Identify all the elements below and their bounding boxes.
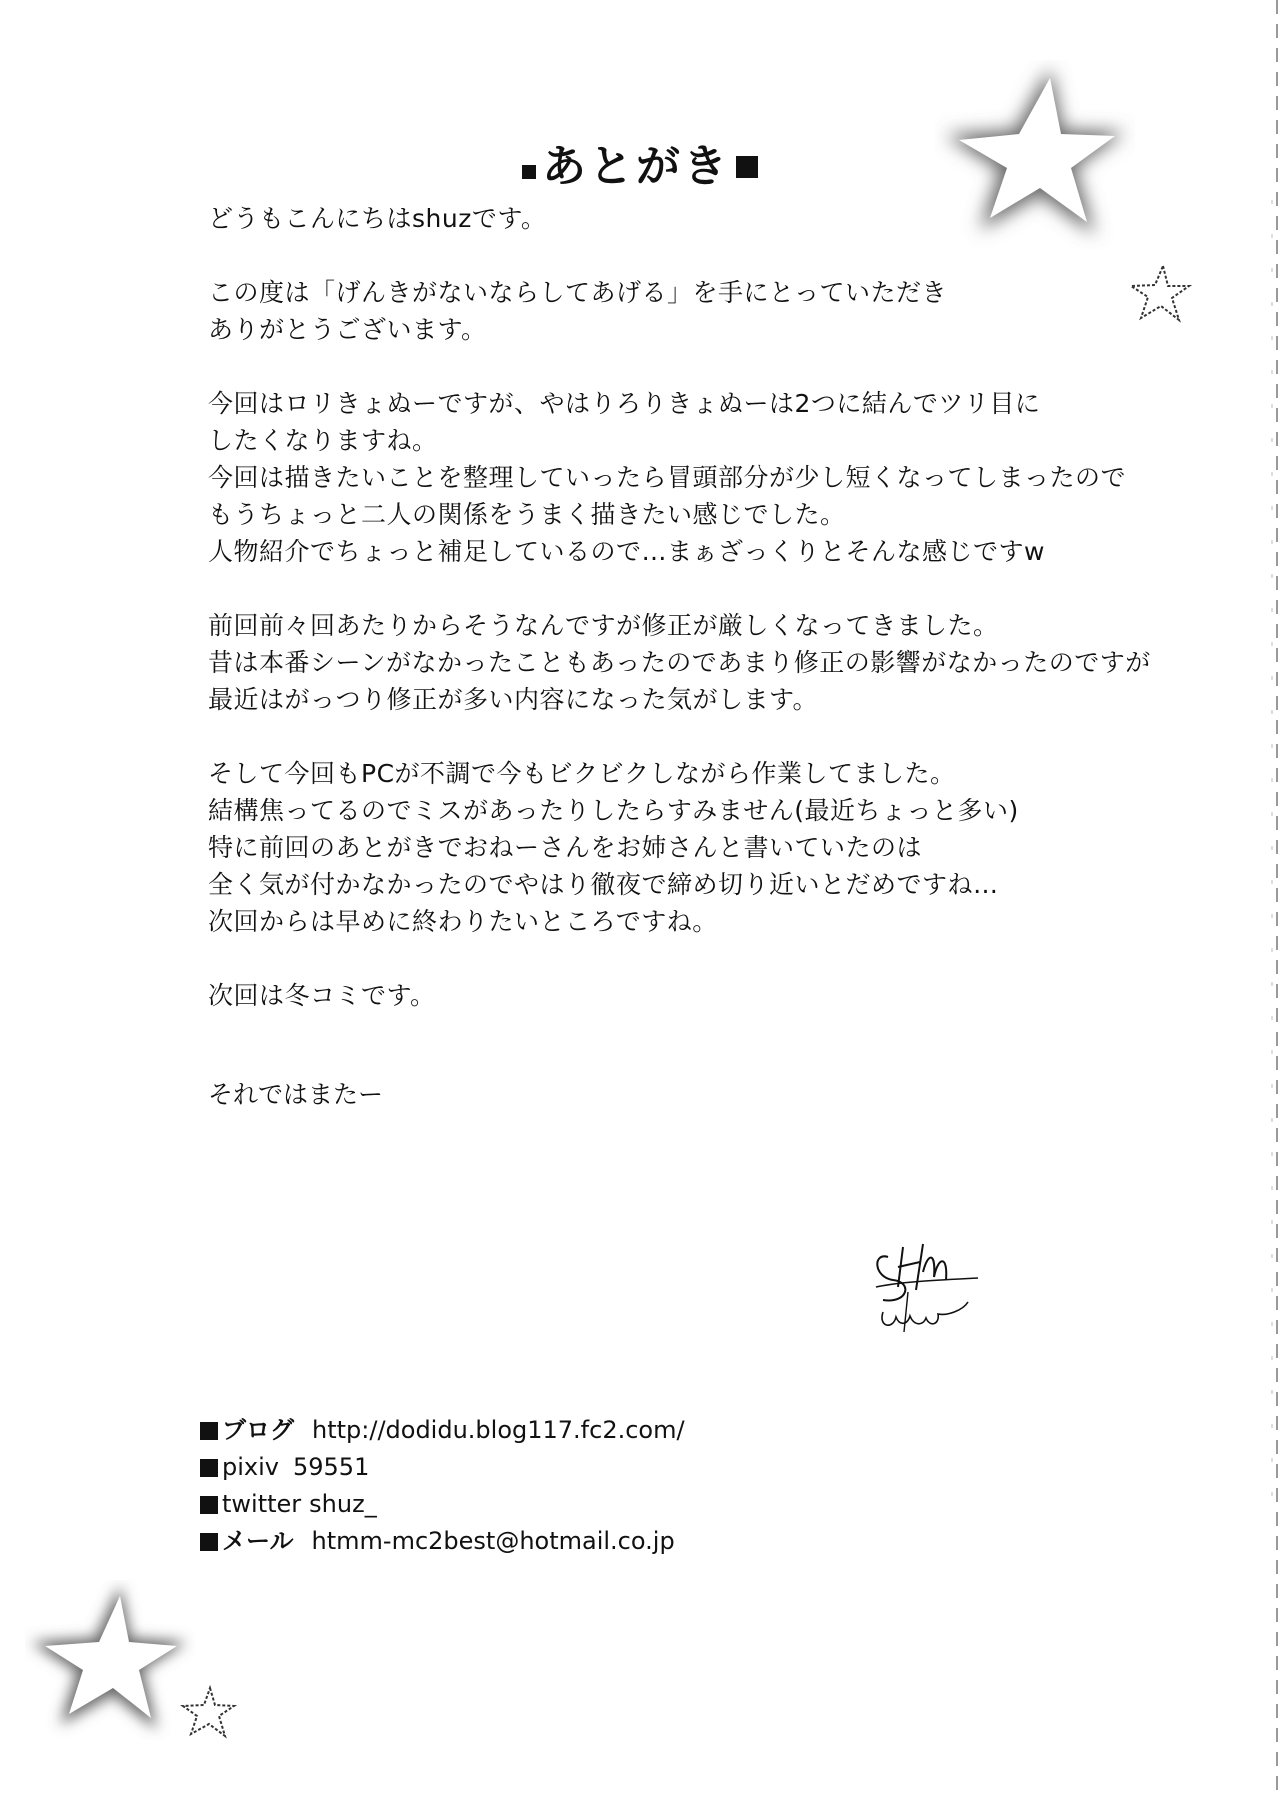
bottom-small-star-icon xyxy=(178,1685,238,1741)
paragraph xyxy=(208,385,1208,570)
pixiv-id[interactable]: 59551 xyxy=(292,1453,370,1481)
text-line: どうもこんにちはshuzです。 xyxy=(208,204,547,233)
text-line: 前回前々回あたりからそうなんですが修正が厳しくなってきました。 xyxy=(208,611,999,640)
mail-address[interactable]: htmm-mc2best@hotmail.co.jp xyxy=(311,1527,675,1555)
text-line: 今回は描きたいことを整理していったら冒頭部分が少し短くなってしまったので xyxy=(208,463,1127,492)
paragraph xyxy=(208,200,1208,237)
bottom-large-star-icon xyxy=(25,1580,195,1740)
paragraph xyxy=(208,607,1208,718)
text-line: この度は「げんきがないならしてあげる」を手にとっていただき xyxy=(208,278,948,307)
twitter-label: twitter xyxy=(222,1490,302,1518)
twitter-link-row xyxy=(200,1486,685,1523)
twitter-handle[interactable]: shuz_ xyxy=(309,1490,377,1518)
text-line: 特に前回のあとがきでおねーさんをお姉さんと書いていたのは xyxy=(208,833,923,862)
text-line: 最近はがっつり修正が多い内容になった気がします。 xyxy=(208,685,819,714)
pixiv-link-row xyxy=(200,1449,685,1486)
mail-link-row xyxy=(200,1523,685,1560)
paragraph xyxy=(208,755,1208,940)
text-line: そして今回もPCが不調で今もビクビクしながら作業してました。 xyxy=(208,759,956,788)
square-bullet-icon xyxy=(200,1459,218,1477)
title-right-square-icon xyxy=(736,156,758,178)
title-left-square-icon xyxy=(522,165,536,179)
page-title xyxy=(0,130,1280,194)
blog-url[interactable]: http://dodidu.blog117.fc2.com/ xyxy=(312,1416,685,1444)
mail-label: メール xyxy=(222,1527,294,1555)
afterword-body xyxy=(208,200,1208,1051)
page-edge-decoration xyxy=(1266,0,1280,1798)
blog-link-row xyxy=(200,1412,685,1449)
square-bullet-icon xyxy=(200,1496,218,1514)
text-line: 次回からは早めに終わりたいところですね。 xyxy=(208,907,718,936)
pixiv-label: pixiv xyxy=(222,1453,279,1481)
text-line: 今回はロリきょぬーですが、やはりろりきょぬーは2つに結んでツリ目に xyxy=(208,389,1041,418)
closing-line: それではまたー xyxy=(208,1080,384,1109)
paragraph xyxy=(208,977,1208,1014)
text-line: ありがとうございます。 xyxy=(208,315,487,344)
text-line: 昔は本番シーンがなかったこともあったのであまり修正の影響がなかったのですが xyxy=(208,648,1151,677)
text-line: 次回は冬コミです。 xyxy=(208,981,436,1010)
square-bullet-icon xyxy=(200,1533,218,1551)
blog-label: ブログ xyxy=(222,1416,294,1444)
text-line: 人物紹介でちょっと補足しているので…まぁざっくりとそんな感じですw xyxy=(208,537,1045,566)
text-line: 全く気が付かなかったのでやはり徹夜で締め切り近いとだめですね… xyxy=(208,870,999,899)
paragraph xyxy=(208,274,1208,348)
text-line: したくなりますね。 xyxy=(208,426,438,455)
contact-links xyxy=(200,1412,685,1560)
text-line: 結構焦ってるのでミスがあったりしたらすみません(最近ちょっと多い) xyxy=(208,796,1019,825)
title-text: あとがき xyxy=(542,141,730,192)
square-bullet-icon xyxy=(200,1422,218,1440)
handwritten-signature xyxy=(868,1232,988,1342)
text-line: もうちょっと二人の関係をうまく描きたい感じでした。 xyxy=(208,500,846,529)
